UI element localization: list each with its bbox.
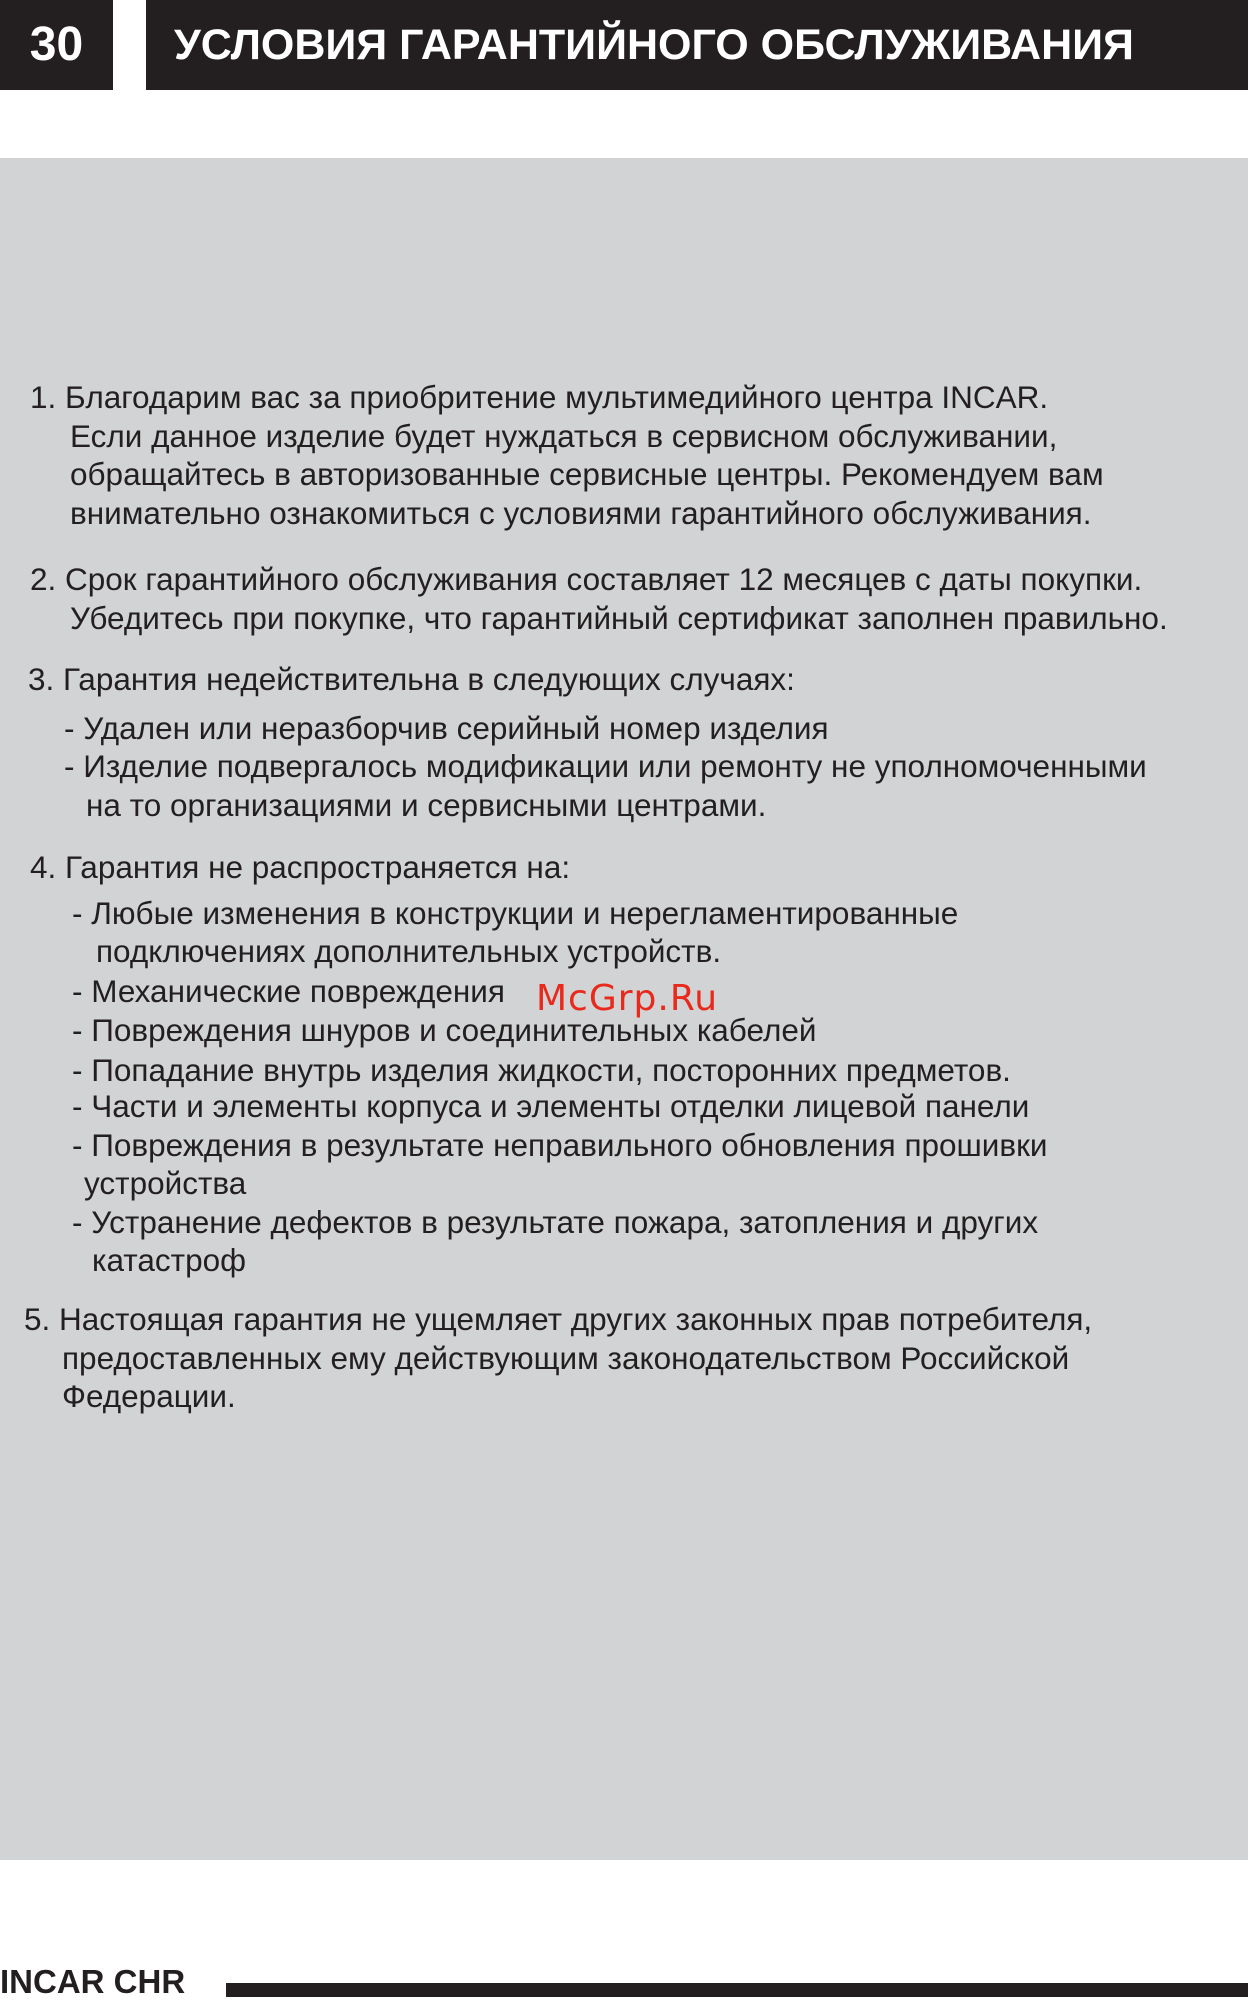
item-2-line-1: 2. Срок гарантийного обслуживания составляет 12 месяцев с даты покупки. bbox=[30, 561, 1143, 597]
warranty-item-3-heading: 3. Гарантия недействительна в следующих случаях: bbox=[28, 661, 795, 697]
item-4-line-4: - Повреждения шнуров и соединительных кабелей bbox=[72, 1012, 817, 1048]
footer-model-name: INCAR CHR bbox=[0, 1963, 186, 2000]
watermark: McGrp.Ru bbox=[536, 978, 719, 1019]
warranty-item-1 bbox=[30, 378, 1104, 532]
item-4-line-1: - Любые изменения в конструкции и нерегламентированные bbox=[72, 895, 959, 931]
warranty-item-2 bbox=[30, 560, 1168, 637]
item-4-line-3: - Механические повреждения bbox=[72, 973, 505, 1009]
page-number: 30 bbox=[0, 0, 113, 90]
item-4-line-5: - Попадание внутрь изделия жидкости, посторонних предметов. bbox=[72, 1052, 1011, 1088]
warranty-item-5 bbox=[24, 1300, 1092, 1416]
warranty-item-4-heading: 4. Гарантия не распространяется на: bbox=[30, 849, 571, 885]
item-5-line-2: предоставленных ему действующим законодательством Российской bbox=[62, 1339, 1070, 1376]
item-3-line-2: - Изделие подвергалось модификации или ремонту не уполномоченными bbox=[64, 748, 1147, 784]
item-4-line-8: устройства bbox=[84, 1165, 247, 1201]
item-1-line-1: 1. Благодарим вас за приобритение мультимедийного центра INCAR. bbox=[30, 379, 1049, 415]
item-1-line-2: Если данное изделие будет нуждаться в сервисном обслуживании, bbox=[70, 417, 1058, 454]
item-4-line-2: подключениях дополнительных устройств. bbox=[96, 933, 722, 969]
item-4-line-9: - Устранение дефектов в результате пожара, затопления и других bbox=[72, 1204, 1039, 1240]
item-5-line-1: 5. Настоящая гарантия не ущемляет других законных прав потребителя, bbox=[24, 1301, 1093, 1337]
item-1-line-3: обращайтесь в авторизованные сервисные центры. Рекомендуем вам bbox=[70, 456, 1104, 492]
item-4-line-7: - Повреждения в результате неправильного обновления прошивки bbox=[72, 1127, 1048, 1163]
item-4-line-6: - Части и элементы корпуса и элементы отделки лицевой панели bbox=[72, 1088, 1030, 1124]
item-5-line-3: Федерации. bbox=[62, 1378, 236, 1414]
item-3-line-1: - Удален или неразборчив серийный номер изделия bbox=[64, 710, 829, 746]
item-4-line-10: катастроф bbox=[92, 1242, 247, 1278]
footer-rule bbox=[226, 1983, 1248, 1997]
item-2-line-2: Убедитесь при покупке, что гарантийный сертификат заполнен правильно. bbox=[70, 599, 1168, 636]
item-1-line-4: внимательно ознакомиться с условиями гарантийного обслуживания. bbox=[70, 494, 1092, 531]
item-3-line-3: на то организациями и сервисными центрами. bbox=[86, 787, 767, 823]
page-title: УСЛОВИЯ ГАРАНТИЙНОГО ОБСЛУЖИВАНИЯ bbox=[146, 0, 1248, 90]
